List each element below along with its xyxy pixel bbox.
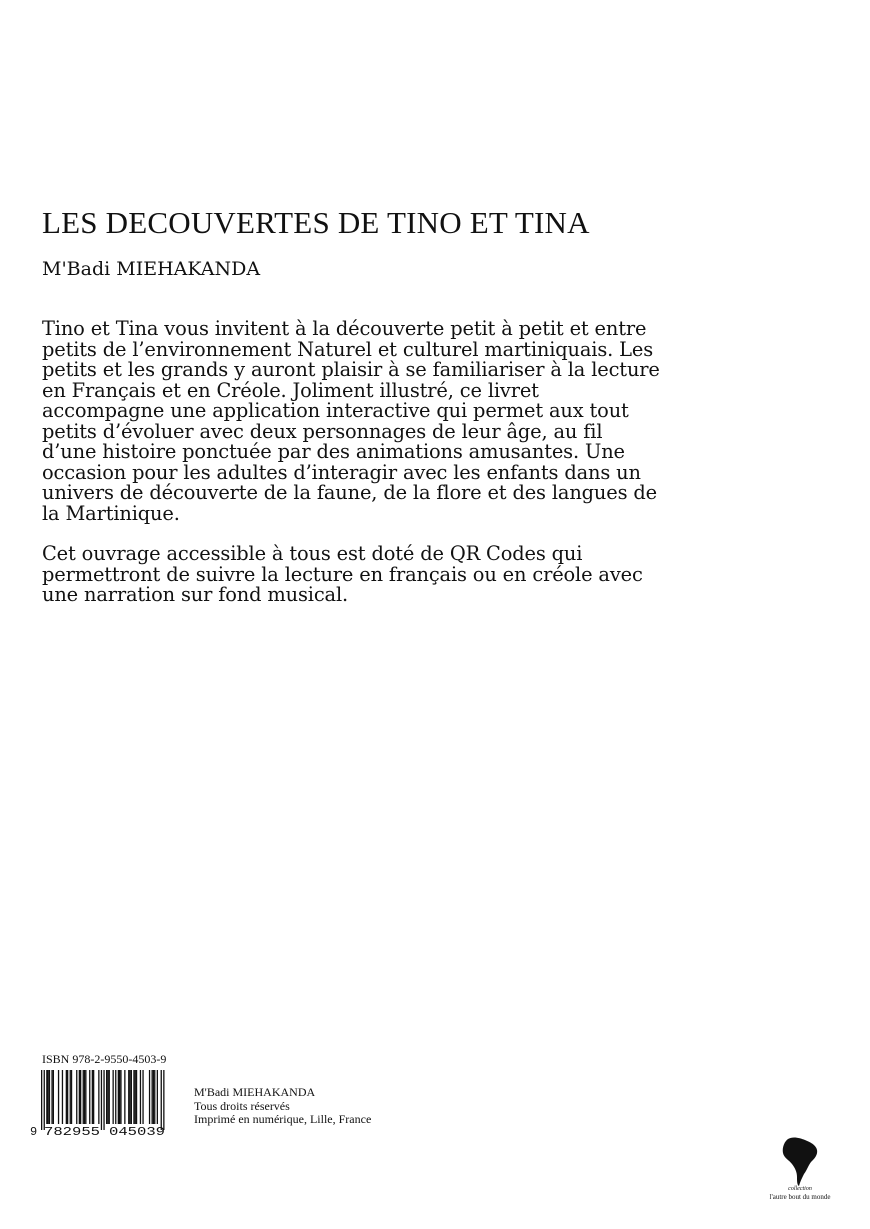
barcode-bar — [93, 1070, 94, 1124]
barcode-bar — [106, 1070, 107, 1124]
barcode-bar — [84, 1070, 85, 1124]
barcode-bar — [48, 1070, 49, 1124]
barcode-bar — [103, 1070, 104, 1130]
barcode-bar — [161, 1070, 162, 1130]
barcode-bar — [142, 1070, 143, 1124]
barcode-bar — [133, 1070, 134, 1124]
barcode-bar — [83, 1070, 84, 1124]
barcode-bar — [53, 1070, 54, 1124]
barcode-bar — [149, 1070, 150, 1124]
barcode-digits-left: 782955 — [44, 1125, 100, 1138]
barcode-bar — [92, 1070, 93, 1124]
blurb-paragraph-2: Cet ouvrage accessible à tous est doté de QR Codes qui permettront de suivre la lecture en français ou en créole avec une narration sur fond musical. — [42, 542, 643, 606]
barcode-bar — [98, 1070, 99, 1124]
barcode-bar — [76, 1070, 77, 1124]
barcode-bar — [85, 1070, 86, 1124]
barcode-bar — [113, 1070, 114, 1124]
imprint-rights: Tous droits réservés — [194, 1098, 290, 1113]
back-cover-blurb — [42, 319, 662, 626]
barcode-bar — [46, 1070, 47, 1124]
barcode-digit-first: 9 — [30, 1125, 38, 1138]
barcode-icon — [30, 1068, 175, 1138]
barcode-bar — [135, 1070, 136, 1124]
barcode-bar — [120, 1070, 121, 1124]
barcode-bar — [131, 1070, 132, 1124]
barcode-bar — [115, 1070, 116, 1124]
barcode-bar — [140, 1070, 141, 1124]
barcode-bar — [44, 1070, 45, 1130]
imprint-block — [194, 1086, 371, 1127]
barcode-bar — [136, 1070, 137, 1124]
book-author: M'Badi MIEHAKANDA — [42, 258, 261, 280]
barcode-bar — [128, 1070, 129, 1124]
isbn-label: ISBN 978-2-9550-4503-9 — [42, 1052, 167, 1066]
publisher-logo — [760, 1136, 840, 1210]
barcode-bar — [109, 1070, 110, 1124]
barcode-bar — [163, 1070, 164, 1130]
south-america-map-icon — [780, 1136, 820, 1188]
barcode-bar — [41, 1070, 42, 1130]
barcode-bar — [153, 1070, 154, 1124]
imprint-printing: Imprimé en numérique, Lille, France — [194, 1112, 372, 1126]
barcode-bar — [79, 1070, 80, 1124]
isbn-barcode — [30, 1068, 175, 1138]
barcode-bar — [118, 1070, 119, 1124]
blurb-paragraph-1: Tino et Tina vous invitent à la découverte petit à petit et entre petits de l’environnement Naturel et culturel martiniquais. Les petits et les grands y auront plaisir à se familiariser à la lecture en Français et en Créole. Joliment illustré, ce livret accompagne une application interactive qui permet aux tout petits d’évoluer avec deux personnages de leur âge, au fil d’une histoire ponctuée par des animations amusantes. Une occasion pour les adultes d’interagir avec les enfants dans un univers de découverte de la faune, de la flore et des langues de la Martinique. — [42, 317, 660, 525]
barcode-bar — [89, 1070, 90, 1124]
barcode-bar — [51, 1070, 52, 1124]
barcode-bar — [154, 1070, 155, 1124]
barcode-bar — [66, 1070, 67, 1124]
barcode-bar — [62, 1070, 63, 1124]
barcode-bar — [157, 1070, 158, 1124]
barcode-bar — [58, 1070, 59, 1124]
barcode-bar — [49, 1070, 50, 1124]
imprint-author: M'Badi MIEHAKANDA — [194, 1085, 316, 1099]
book-title: LES DECOUVERTES DE TINO ET TINA — [42, 205, 590, 240]
barcode-bar — [101, 1070, 102, 1130]
barcode-bar — [70, 1070, 71, 1124]
barcode-bar — [107, 1070, 108, 1124]
barcode-bar — [124, 1070, 125, 1124]
logo-collection-label: collection — [788, 1186, 812, 1192]
barcode-digits-right: 045039 — [109, 1125, 165, 1138]
barcode-bar — [129, 1070, 130, 1124]
barcode-bar — [119, 1070, 120, 1124]
barcode-bar — [80, 1070, 81, 1124]
barcode-bar — [152, 1070, 153, 1124]
barcode-bar — [71, 1070, 72, 1124]
barcode-bar — [67, 1070, 68, 1124]
logo-publisher-name: l'autre bout du monde — [769, 1193, 831, 1201]
